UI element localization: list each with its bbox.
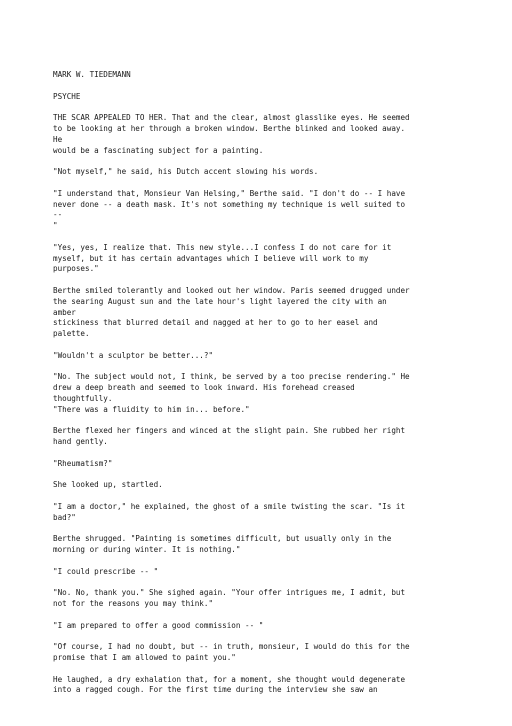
blank-line xyxy=(53,416,483,427)
text-line: drew a deep breath and seemed to look inward. His forehead creased xyxy=(53,383,355,393)
text-line: She looked up, startled. xyxy=(53,480,163,490)
text-line: "I could prescribe -- " xyxy=(53,566,159,576)
blank-line xyxy=(53,491,483,502)
blank-line xyxy=(53,664,483,675)
text-line: Berthe shrugged. "Painting is sometimes difficult, but usually only in the xyxy=(53,534,392,544)
paragraph xyxy=(53,621,483,632)
text-line: "Yes, yes, I realize that. This new style...I confess I do not care for it xyxy=(53,242,392,252)
text-line: "I am prepared to offer a good commission -- " xyxy=(53,620,264,630)
blank-line xyxy=(53,362,483,373)
text-line: promise that I am allowed to paint you." xyxy=(53,653,236,663)
text-line: Berthe flexed her fingers and winced at the slight pain. She rubbed her right xyxy=(53,426,406,436)
paragraph xyxy=(53,534,483,556)
paragraph xyxy=(53,286,483,340)
paragraph xyxy=(53,372,483,415)
text-line: would be a fascinating subject for a painting. xyxy=(53,145,264,155)
paragraph xyxy=(53,426,483,448)
blank-line xyxy=(53,156,483,167)
text-line: "Rheumatism?" xyxy=(53,458,113,468)
author-name: MARK W. TIEDEMANN xyxy=(53,70,131,79)
paragraph xyxy=(53,351,483,362)
blank-line xyxy=(53,523,483,534)
text-line: not for the reasons you may think." xyxy=(53,599,214,609)
paragraph xyxy=(53,480,483,491)
blank-line xyxy=(53,631,483,642)
blank-line xyxy=(53,232,483,243)
text-line: He xyxy=(53,134,63,144)
story-body xyxy=(53,113,483,696)
paragraph xyxy=(53,167,483,178)
paragraph xyxy=(53,459,483,470)
story-title: PSYCHE xyxy=(53,91,81,101)
text-line: stickiness that blurred detail and nagged at her to go to her easel and xyxy=(53,318,378,328)
paragraph xyxy=(53,642,483,664)
blank-line xyxy=(53,448,483,459)
blank-line xyxy=(53,556,483,567)
text-line: THE SCAR APPEALED TO HER. That and the clear, almost glasslike eyes. He seemed xyxy=(53,113,410,123)
text-line: "I understand that, Monsieur Van Helsing," Berthe said. "I don't do -- I have xyxy=(53,188,406,198)
text-line: hand gently. xyxy=(53,437,108,447)
text-line: the searing August sun and the late hour's light layered the city with an xyxy=(53,296,387,306)
text-line: never done -- a death mask. It's not something my technique is well suited to xyxy=(53,199,406,209)
text-line: bad?" xyxy=(53,512,76,522)
text-line: "No. The subject would not, I think, be served by a too precise rendering." He xyxy=(53,372,410,382)
blank-line xyxy=(53,340,483,351)
text-line: amber xyxy=(53,307,76,317)
blank-line xyxy=(53,102,483,113)
paragraph xyxy=(53,675,483,697)
text-line: purposes." xyxy=(53,264,99,274)
paragraph xyxy=(53,113,483,156)
text-line: "Not myself," he said, his Dutch accent slowing his words. xyxy=(53,167,319,177)
blank-line xyxy=(53,178,483,189)
text-line: thoughtfully. xyxy=(53,393,113,403)
text-line: into a ragged cough. For the first time during the interview she saw an xyxy=(53,685,378,695)
text-line: morning or during winter. It is nothing." xyxy=(53,545,241,555)
text-line: Berthe smiled tolerantly and looked out her window. Paris seemed drugged under xyxy=(53,285,410,295)
paragraph xyxy=(53,189,483,232)
paragraph xyxy=(53,567,483,578)
manuscript-text xyxy=(53,70,483,696)
paragraph xyxy=(53,502,483,524)
paragraph xyxy=(53,243,483,275)
text-line: "There was a fluidity to him in... before." xyxy=(53,404,250,414)
text-line: to be looking at her through a broken window. Berthe blinked and looked away. xyxy=(53,123,406,133)
text-line: " xyxy=(53,221,58,231)
text-line: He laughed, a dry exhalation that, for a moment, she thought would degenerate xyxy=(53,674,406,684)
text-line: "Of course, I had no doubt, but -- in truth, monsieur, I would do this for the xyxy=(53,642,410,652)
text-line: palette. xyxy=(53,329,90,339)
text-line: "No. No, thank you." She sighed again. "Your offer intrigues me, I admit, but xyxy=(53,588,406,598)
blank-line xyxy=(53,469,483,480)
paragraph xyxy=(53,588,483,610)
text-line: -- xyxy=(53,210,63,220)
blank-line xyxy=(53,610,483,621)
text-line: "I am a doctor," he explained, the ghost of a smile twisting the scar. "Is it xyxy=(53,501,406,511)
blank-line xyxy=(53,577,483,588)
text-line: myself, but it has certain advantages which I believe will work to my xyxy=(53,253,369,263)
blank-line xyxy=(53,81,483,92)
text-line: "Wouldn't a sculptor be better...?" xyxy=(53,350,214,360)
blank-line xyxy=(53,275,483,286)
